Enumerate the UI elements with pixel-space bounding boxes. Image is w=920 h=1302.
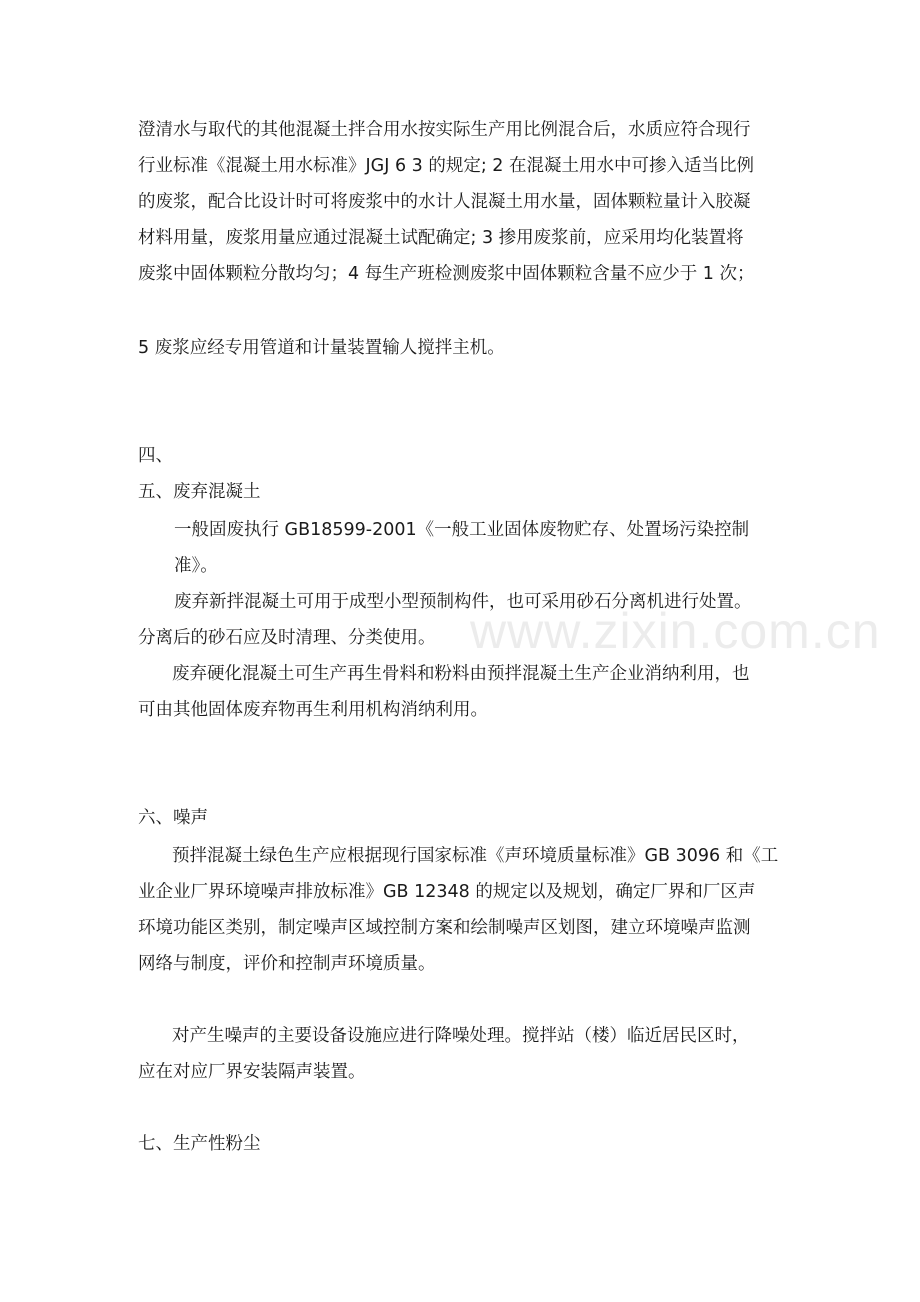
paragraph-fresh-concrete [138,584,752,656]
text-line: 网络与制度，评价和控制声环境质量。 [138,954,436,974]
section-heading-5: 五、废弃混凝土 [138,482,261,502]
text-line: 可由其他固体废弃物再生利用机构消纳利用。 [138,700,488,720]
text-line: 预拌混凝土绿色生产应根据现行国家标准《声环境质量标准》GB 3096 和《工 [172,846,779,866]
text-line: 废弃新拌混凝土可用于成型小型预制构件，也可采用砂石分离机进行处置。 [174,592,752,612]
paragraph-noise-reduction [138,1018,750,1090]
text-line: 业企业厂界环境噪声排放标准》GB 12348 的规定以及规划，确定厂界和厂区声 [138,882,756,902]
text-line: 澄清水与取代的其他混凝土拌合用水按实际生产用比例混合后，水质应符合现行 [138,120,751,140]
text-line: 的废浆，配合比设计时可将废浆中的水计人混凝土用水量，固体颗粒量计入胶凝 [138,192,751,212]
section-heading-6: 六、噪声 [138,808,208,828]
paragraph-item-5 [138,330,505,366]
text-line: 材料用量，废浆用量应通过混凝土试配确定; 3 掺用废浆前，应采用均化装置将 [138,228,744,248]
section-heading-4: 四、 [138,446,173,466]
text-line: 应在对应厂界安装隔声装置。 [138,1062,366,1082]
text-line: 准》。 [174,556,218,576]
text-line: 一般固废执行 GB18599-2001《一般工业固体废物贮存、处置场污染控制 [174,520,750,540]
text-line: 废弃硬化混凝土可生产再生骨料和粉料由预拌混凝土生产企业消纳利用，也 [172,664,750,684]
text-line: 分离后的砂石应及时清理、分类使用。 [138,628,436,648]
paragraph-noise-standards [138,838,778,982]
text-line: 5 废浆应经专用管道和计量装置输人搅拌主机。 [138,338,505,358]
paragraph-general-solid-waste [174,512,749,584]
section-heading-7: 七、生产性粉尘 [138,1134,261,1154]
paragraph-waste-slurry [138,112,754,292]
text-line: 环境功能区类别，制定噪声区域控制方案和绘制噪声区划图，建立环境噪声监测 [138,918,751,938]
paragraph-hardened-concrete [138,656,750,728]
text-line: 对产生噪声的主要设备设施应进行降噪处理。搅拌站（楼）临近居民区时， [172,1026,750,1046]
watermark: www.zixin.com.cn [470,603,881,659]
text-line: 废浆中固体颗粒分散均匀；4 每生产班检测废浆中固体颗粒含量不应少于 1 次； [138,264,755,284]
text-line: 行业标准《混凝土用水标准》JGJ 6 3 的规定; 2 在混凝土用水中可掺入适当比例 [138,156,754,176]
